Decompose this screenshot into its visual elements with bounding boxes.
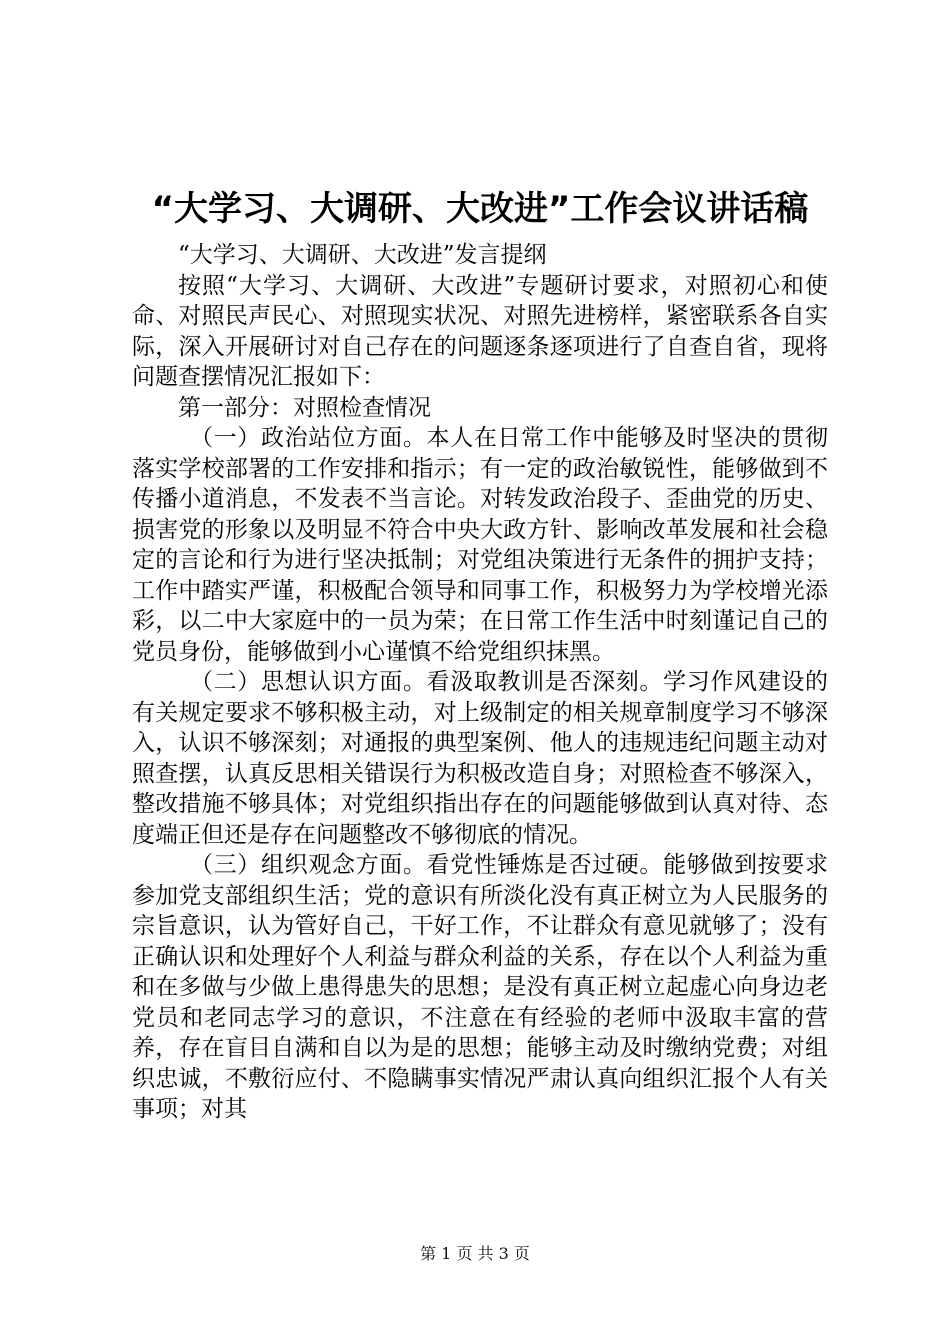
paragraph-political-stance: （一）政治站位方面。本人在日常工作中能够及时坚决的贯彻落实学校部署的工作安排和指示；有一定的政治敏锐性，能够做到不传播小道消息，不发表不当言论。对转发政治段子、歪曲党的历史、损害党的形象以及明显不符合中央大政方针、影响改革发展和社会稳定的言论和行为进行坚决抵制；对党组决策进行无条件的拥护支持；工作中踏实严谨，积极配合领导和同事工作，积极努力为学校增光添彩，以二中大家庭中的一员为荣；在日常工作生活中时刻谨记自己的党员身份，能够做到小心谨慎不给党组织抹黑。 (132, 425, 828, 665)
paragraph-ideological-awareness: （二）思想认识方面。看汲取教训是否深刻。学习作风建设的有关规定要求不够积极主动，对上级制定的相关规章制度学习不够深入，认识不够深刻；对通报的典型案例、他人的违规违纪问题主动对照查摆，认真反思相关错误行为积极改造自身；对照检查不够深入，整改措施不够具体；对党组织指出存在的问题能够做到认真对待、态度端正但还是存在问题整改不够彻底的情况。 (132, 669, 828, 848)
intro-paragraph: 按照“大学习、大调研、大改进”专题研讨要求，对照初心和使命、对照民声民心、对照现实状况、对照先进榜样，紧密联系各自实际，深入开展研讨对自己存在的问题逐条逐项进行了自查自省，现将问题查摆情况汇报如下： (132, 272, 828, 390)
section-heading: 第一部分：对照检查情况 (178, 394, 431, 421)
document-title: “大学习、大调研、大改进”工作会议讲话稿 (151, 189, 809, 229)
paragraph-organizational-concept: （三）组织观念方面。看党性锤炼是否过硬。能够做到按要求参加党支部组织生活；党的意识有所淡化没有真正树立为人民服务的宗旨意识，认为管好自己，干好工作，不让群众有意见就够了；没有正确认识和处理好个人利益与群众利益的关系，存在以个人利益为重和在多做与少做上患得患失的思想；是没有真正树立起虚心向身边老党员和老同志学习的意识，不注意在有经验的老师中汲取丰富的营养，存在盲目自满和自以为是的思想；能够主动及时缴纳党费；对组织忠诚，不敷衍应付、不隐瞒事实情况严肃认真向组织汇报个人有关事项；对其 (132, 852, 828, 1122)
outline-heading: “大学习、大调研、大改进”发言提纲 (178, 242, 547, 268)
page-number-footer: 第 1 页 共 3 页 (420, 1244, 530, 1263)
document-body (132, 240, 828, 1125)
